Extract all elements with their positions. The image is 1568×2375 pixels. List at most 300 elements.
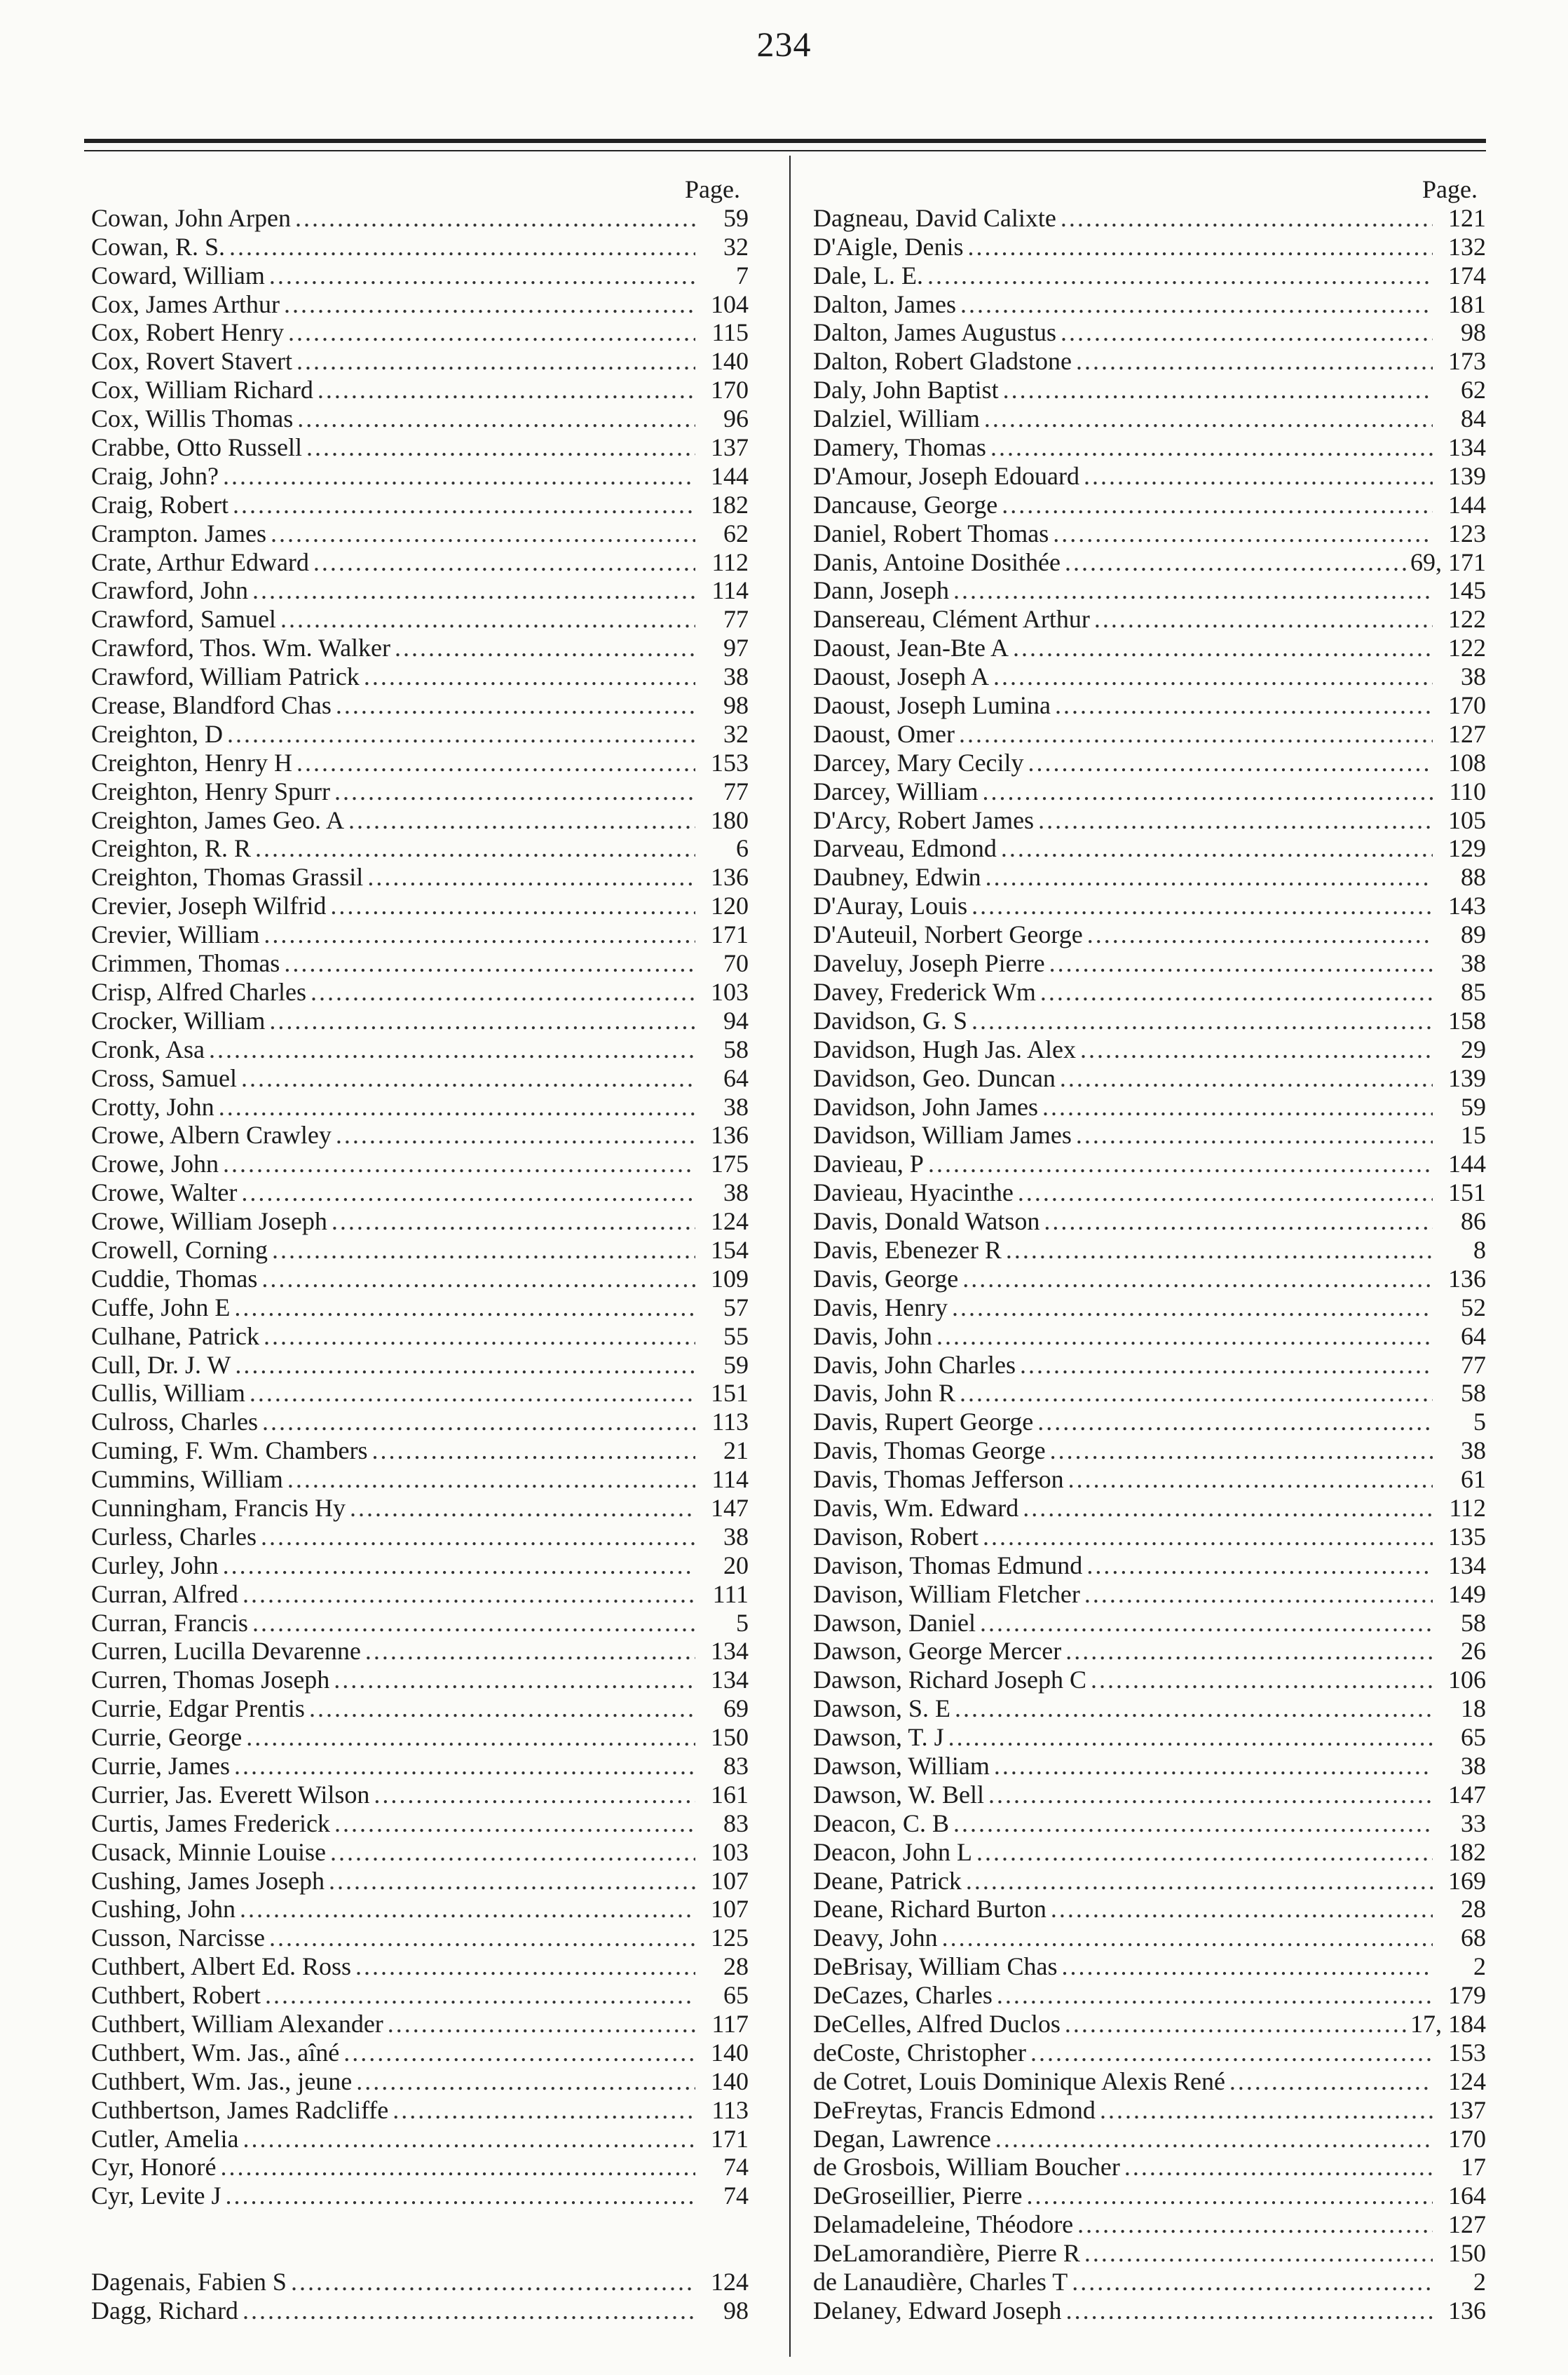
dot-leader xyxy=(219,1093,695,1122)
entry-page: 134 xyxy=(1448,1551,1486,1579)
entry-page: 134 xyxy=(1448,433,1486,462)
dot-leader xyxy=(356,2067,695,2096)
entry-page: 113 xyxy=(711,2095,749,2124)
dot-leader xyxy=(329,1867,695,1896)
left-entries-after-gap xyxy=(91,2268,749,2325)
index-entry xyxy=(813,347,1486,376)
entry-name: Dale, L. E. xyxy=(813,261,923,290)
index-entry xyxy=(813,290,1486,319)
entry-page: 153 xyxy=(1448,2038,1486,2067)
entry-name: Dawson, Richard Joseph C xyxy=(813,1666,1086,1694)
index-entry xyxy=(813,519,1486,548)
dot-leader xyxy=(264,920,695,949)
entry-page: 97 xyxy=(723,634,749,662)
index-entry xyxy=(91,1523,749,1551)
entry-name: Creighton, Thomas Grassil xyxy=(91,863,364,892)
index-entry xyxy=(91,1265,749,1293)
entry-name: Deavy, John xyxy=(813,1924,938,1952)
index-entry xyxy=(813,1322,1486,1351)
entry-page: 8 xyxy=(1473,1235,1486,1264)
dot-leader xyxy=(235,1351,695,1380)
dot-leader xyxy=(365,1637,695,1666)
entry-page: 65 xyxy=(723,1981,749,2010)
entry-page: 77 xyxy=(723,777,749,805)
index-entry xyxy=(813,2268,1486,2296)
entry-page: 124 xyxy=(711,1207,749,1236)
dot-leader xyxy=(1084,2239,1433,2268)
entry-page: 136 xyxy=(1448,1264,1486,1293)
dot-leader xyxy=(1026,2182,1433,2210)
index-entry xyxy=(91,2096,749,2125)
entry-page: 70 xyxy=(723,949,749,978)
dot-leader xyxy=(334,1809,695,1838)
dot-leader xyxy=(948,1723,1433,1752)
entry-name: Crawford, Samuel xyxy=(91,605,276,634)
dot-leader xyxy=(246,1723,695,1752)
entry-page: 144 xyxy=(1448,1150,1486,1178)
dot-leader xyxy=(984,404,1433,433)
index-entry xyxy=(91,1035,749,1064)
entry-page: 113 xyxy=(711,1408,749,1436)
index-entry xyxy=(91,519,749,548)
entry-page: 98 xyxy=(1461,318,1486,347)
entry-page: 145 xyxy=(1448,576,1486,605)
index-entry xyxy=(91,2182,749,2210)
entry-name: Crevier, Joseph Wilfrid xyxy=(91,892,327,920)
entry-name: Craig, John? xyxy=(91,461,219,490)
entry-page: 32 xyxy=(723,232,749,261)
index-entry xyxy=(813,1551,1486,1580)
entry-name: Cronk, Asa xyxy=(91,1035,205,1063)
entry-page: 103 xyxy=(711,977,749,1006)
dot-leader xyxy=(262,1408,695,1436)
dot-leader xyxy=(393,2096,695,2125)
right-page-header: Page. xyxy=(1422,175,1478,203)
index-entry xyxy=(813,1666,1486,1694)
dot-leader xyxy=(966,1867,1433,1896)
index-entry xyxy=(91,1551,749,1580)
entry-name: Davis, Donald Watson xyxy=(813,1207,1040,1236)
dot-leader xyxy=(269,261,695,290)
entry-name: Davis, Henry xyxy=(813,1293,948,1321)
index-entry xyxy=(813,1895,1486,1924)
index-entry xyxy=(91,1981,749,2010)
index-entry xyxy=(91,806,749,835)
entry-name: Cutler, Amelia xyxy=(91,2124,239,2153)
entry-name: Cushing, James Joseph xyxy=(91,1866,325,1895)
entry-page: 127 xyxy=(1448,719,1486,748)
entry-name: Davis, Thomas Jefferson xyxy=(813,1465,1064,1494)
dot-leader xyxy=(297,404,695,433)
entry-page: 149 xyxy=(1448,1579,1486,1608)
index-entry xyxy=(91,1207,749,1236)
index-entry xyxy=(91,1436,749,1465)
dot-leader xyxy=(234,1293,695,1322)
entry-name: Dawson, Daniel xyxy=(813,1608,976,1637)
entry-name: Delamadeleine, Théodore xyxy=(813,2210,1074,2239)
index-entry xyxy=(813,1752,1486,1781)
dot-leader xyxy=(269,1007,695,1035)
index-entry xyxy=(813,777,1486,806)
dot-leader xyxy=(265,1981,695,2010)
dot-leader xyxy=(1049,949,1433,978)
dot-leader xyxy=(976,1838,1433,1867)
index-entry xyxy=(813,1838,1486,1867)
index-entry xyxy=(91,949,749,978)
entry-page: 106 xyxy=(1448,1666,1486,1694)
entry-name: Dawson, William xyxy=(813,1751,990,1780)
entry-name: D'Amour, Joseph Edouard xyxy=(813,461,1079,490)
dot-leader xyxy=(334,1666,695,1694)
index-entry xyxy=(813,2010,1486,2039)
entry-name: DeFreytas, Francis Edmond xyxy=(813,2095,1096,2124)
entry-name: Davison, Thomas Edmund xyxy=(813,1551,1083,1579)
index-entry xyxy=(813,749,1486,777)
dot-leader xyxy=(960,290,1433,319)
entry-name: Cusack, Minnie Louise xyxy=(91,1837,326,1866)
entry-name: Cox, Robert Henry xyxy=(91,318,284,347)
entry-name: Craig, Robert xyxy=(91,490,229,519)
entry-name: Crowell, Corning xyxy=(91,1235,268,1264)
index-entry xyxy=(813,978,1486,1007)
entry-name: Davison, William Fletcher xyxy=(813,1579,1080,1608)
index-entry xyxy=(813,1265,1486,1293)
dot-leader xyxy=(1084,1580,1433,1609)
dot-leader xyxy=(993,662,1433,691)
entry-name: Dagg, Richard xyxy=(91,2296,238,2325)
right-entries xyxy=(813,204,1486,2325)
entry-name: Davis, John xyxy=(813,1321,932,1350)
entry-page: 123 xyxy=(1448,519,1486,547)
dot-leader xyxy=(336,691,695,720)
index-entry xyxy=(91,2125,749,2153)
entry-page: 170 xyxy=(1448,691,1486,720)
entry-name: Cyr, Honoré xyxy=(91,2153,217,2182)
index-entry xyxy=(91,1752,749,1781)
index-entry xyxy=(91,634,749,662)
index-entry xyxy=(91,1809,749,1838)
index-entry xyxy=(813,1408,1486,1436)
entry-page: 29 xyxy=(1461,1035,1486,1063)
index-entry xyxy=(91,1322,749,1351)
index-entry xyxy=(91,662,749,691)
entry-page: 86 xyxy=(1461,1207,1486,1236)
entry-page: 98 xyxy=(723,2296,749,2325)
index-entry xyxy=(91,233,749,261)
entry-name: Cuthbert, Robert xyxy=(91,1981,261,2010)
entry-name: Davieau, Hyacinthe xyxy=(813,1178,1014,1207)
dot-leader xyxy=(223,1150,695,1178)
entry-name: Danis, Antoine Dosithée xyxy=(813,547,1061,576)
entry-page: 122 xyxy=(1448,605,1486,634)
index-entry xyxy=(91,1379,749,1408)
dot-leader xyxy=(1065,1637,1433,1666)
entry-page: 150 xyxy=(711,1723,749,1752)
entry-page: 140 xyxy=(711,347,749,376)
index-entry xyxy=(91,376,749,404)
dot-leader xyxy=(280,605,695,634)
entry-page: 174 xyxy=(1448,261,1486,290)
entry-name: Cunningham, Francis Hy xyxy=(91,1493,346,1522)
dot-leader xyxy=(1076,1121,1433,1150)
dot-leader xyxy=(287,1465,695,1494)
index-entry xyxy=(813,1465,1486,1494)
entry-name: Curran, Alfred xyxy=(91,1579,238,1608)
index-entry xyxy=(813,1637,1486,1666)
dot-leader xyxy=(1042,1093,1433,1122)
index-entry xyxy=(813,1379,1486,1408)
entry-page: 179 xyxy=(1448,1981,1486,2010)
index-entry xyxy=(813,1007,1486,1035)
entry-name: Cuthbert, Wm. Jas., jeune xyxy=(91,2067,353,2095)
dot-leader xyxy=(990,433,1433,462)
index-entry xyxy=(813,834,1486,863)
index-entry xyxy=(91,1007,749,1035)
index-entry xyxy=(813,433,1486,462)
entry-page: 143 xyxy=(1448,892,1486,920)
dot-leader xyxy=(1020,1351,1433,1380)
index-entry xyxy=(813,1236,1486,1265)
entry-page: 2 xyxy=(1473,2268,1486,2296)
entry-name: Crevier, William xyxy=(91,920,260,949)
entry-name: Cowan, John Arpen xyxy=(91,203,291,232)
index-entry xyxy=(91,1867,749,1896)
index-entry xyxy=(91,2296,749,2325)
dot-leader xyxy=(350,1494,695,1523)
entry-name: Dagenais, Fabien S xyxy=(91,2268,287,2296)
entry-name: Dancause, George xyxy=(813,490,998,519)
index-entry xyxy=(91,1178,749,1207)
entry-name: Daveluy, Joseph Pierre xyxy=(813,949,1045,978)
entry-name: Creighton, R. R xyxy=(91,834,252,863)
index-entry xyxy=(813,1293,1486,1322)
header-rule-thick xyxy=(84,139,1486,143)
index-entry xyxy=(813,1867,1486,1896)
entry-name: Dann, Joseph xyxy=(813,576,949,605)
entry-page: 98 xyxy=(723,691,749,720)
index-entry xyxy=(91,1781,749,1809)
entry-name: Crisp, Alfred Charles xyxy=(91,977,306,1006)
entry-name: DeCelles, Alfred Duclos xyxy=(813,2010,1061,2038)
entry-name: Cuthbertson, James Radcliffe xyxy=(91,2095,389,2124)
index-entry xyxy=(813,2153,1486,2182)
left-entries xyxy=(91,204,749,2210)
dot-leader xyxy=(936,1322,1433,1351)
dot-leader xyxy=(330,892,695,920)
index-entry xyxy=(813,1351,1486,1380)
entry-page: 38 xyxy=(723,1178,749,1207)
index-entry xyxy=(813,2210,1486,2239)
entry-name: Davidson, G. S xyxy=(813,1006,968,1035)
index-entry xyxy=(91,2153,749,2182)
dot-leader xyxy=(364,662,695,691)
entry-page: 125 xyxy=(711,1924,749,1952)
index-entry xyxy=(813,863,1486,892)
entry-name: Curren, Lucilla Devarenne xyxy=(91,1637,361,1666)
dot-leader xyxy=(1050,1436,1433,1465)
entry-page: 170 xyxy=(711,376,749,404)
entry-page: 144 xyxy=(1448,490,1486,519)
entry-name: Daoust, Joseph A xyxy=(813,662,989,691)
dot-leader xyxy=(1084,462,1433,491)
dot-leader xyxy=(233,491,695,519)
entry-page: 38 xyxy=(723,662,749,691)
dot-leader xyxy=(972,892,1433,920)
entry-page: 124 xyxy=(711,2268,749,2296)
index-entry xyxy=(813,605,1486,634)
entry-name: Cuthbert, Wm. Jas., aîné xyxy=(91,2038,340,2067)
entry-name: Creighton, Henry Spurr xyxy=(91,777,330,805)
dot-leader xyxy=(1066,2296,1433,2325)
entry-name: Dalton, James xyxy=(813,290,956,318)
dot-leader xyxy=(995,2125,1433,2153)
entry-name: Daoust, Omer xyxy=(813,719,955,748)
index-entry xyxy=(813,491,1486,519)
entry-name: Culross, Charles xyxy=(91,1408,258,1436)
entry-page: 88 xyxy=(1461,863,1486,892)
dot-leader xyxy=(953,576,1433,605)
entry-name: Delaney, Edward Joseph xyxy=(813,2296,1062,2325)
dot-leader xyxy=(295,204,695,233)
entry-name: Daubney, Edwin xyxy=(813,863,981,892)
entry-name: Dalziel, William xyxy=(813,404,980,433)
dot-leader xyxy=(1077,2210,1433,2239)
index-entry xyxy=(91,576,749,605)
dot-leader xyxy=(371,1436,695,1465)
entry-name: Davis, John Charles xyxy=(813,1350,1016,1379)
entry-name: Davieau, P xyxy=(813,1150,924,1178)
dot-leader xyxy=(241,1178,695,1207)
entry-name: Culhane, Patrick xyxy=(91,1321,259,1350)
entry-name: deCoste, Christopher xyxy=(813,2038,1026,2067)
dot-leader xyxy=(318,376,695,404)
entry-page: 2 xyxy=(1473,1952,1486,1981)
dot-leader xyxy=(1080,1035,1433,1064)
index-entry xyxy=(91,204,749,233)
index-entry xyxy=(813,806,1486,835)
dot-leader xyxy=(309,1694,695,1723)
entry-name: Crocker, William xyxy=(91,1006,266,1035)
dot-leader xyxy=(1053,519,1433,548)
dot-leader xyxy=(927,261,1433,290)
index-entry xyxy=(813,1924,1486,1952)
entry-name: Crimmen, Thomas xyxy=(91,949,280,978)
dot-leader xyxy=(332,1207,695,1236)
entry-name: Crowe, William Joseph xyxy=(91,1207,327,1236)
dot-leader xyxy=(227,720,695,749)
entry-name: Currier, Jas. Everett Wilson xyxy=(91,1780,370,1809)
entry-page: 154 xyxy=(711,1235,749,1264)
entry-page: 74 xyxy=(723,2153,749,2182)
entry-name: Cuddie, Thomas xyxy=(91,1264,258,1293)
entry-name: Davidson, William James xyxy=(813,1121,1072,1150)
dot-leader xyxy=(955,1694,1433,1723)
dot-leader xyxy=(988,1781,1433,1809)
entry-page: 57 xyxy=(723,1293,749,1321)
entry-name: Curran, Francis xyxy=(91,1608,248,1637)
entry-page: 137 xyxy=(1448,2095,1486,2124)
entry-page: 139 xyxy=(1448,1063,1486,1092)
index-entry xyxy=(813,1121,1486,1150)
dot-leader xyxy=(243,1580,695,1609)
entry-name: Cusson, Narcisse xyxy=(91,1924,265,1952)
dot-leader xyxy=(223,462,695,491)
entry-name: Crowe, Walter xyxy=(91,1178,238,1207)
entry-name: Curren, Thomas Joseph xyxy=(91,1666,330,1694)
dot-leader xyxy=(1013,634,1433,662)
dot-leader xyxy=(1229,2067,1433,2096)
index-entry xyxy=(91,347,749,376)
entry-page: 59 xyxy=(723,203,749,232)
index-entry xyxy=(813,1064,1486,1093)
dot-leader xyxy=(334,777,695,806)
index-entry xyxy=(91,462,749,491)
entry-page: 20 xyxy=(723,1551,749,1579)
entry-page: 52 xyxy=(1461,1293,1486,1321)
entry-name: Darcey, William xyxy=(813,777,979,805)
index-entry xyxy=(813,662,1486,691)
entry-page: 124 xyxy=(1448,2067,1486,2095)
entry-page: 135 xyxy=(1448,1522,1486,1551)
dot-leader xyxy=(271,519,695,548)
entry-name: Daoust, Jean-Bte A xyxy=(813,634,1009,662)
entry-page: 85 xyxy=(1461,977,1486,1006)
entry-page: 32 xyxy=(723,719,749,748)
dot-leader xyxy=(269,1924,695,1952)
entry-page: 89 xyxy=(1461,920,1486,949)
entry-page: 173 xyxy=(1448,347,1486,376)
index-entry xyxy=(91,691,749,720)
entry-page: 169 xyxy=(1448,1866,1486,1895)
entry-page: 112 xyxy=(1449,1493,1486,1522)
index-entry xyxy=(91,1293,749,1322)
entry-name: Crate, Arthur Edward xyxy=(91,547,309,576)
entry-page: 28 xyxy=(1461,1895,1486,1924)
dot-leader xyxy=(313,548,695,577)
right-column xyxy=(813,175,1486,2325)
entry-page: 18 xyxy=(1461,1694,1486,1723)
entry-name: D'Arcy, Robert James xyxy=(813,805,1035,834)
entry-name: D'Aigle, Denis xyxy=(813,232,964,261)
entry-page: 77 xyxy=(723,605,749,634)
index-entry xyxy=(813,1781,1486,1809)
dot-leader xyxy=(343,2039,695,2067)
index-entry xyxy=(91,834,749,863)
dot-leader xyxy=(980,1609,1433,1638)
entry-name: Currie, James xyxy=(91,1751,230,1780)
index-entry xyxy=(91,548,749,577)
index-entry xyxy=(91,1121,749,1150)
entry-page: 64 xyxy=(723,1063,749,1092)
dot-leader xyxy=(261,1523,695,1551)
index-entry xyxy=(813,634,1486,662)
entry-name: de Grosbois, William Boucher xyxy=(813,2153,1120,2182)
left-column-gap xyxy=(91,2210,749,2268)
entry-page: 158 xyxy=(1448,1006,1486,1035)
index-entry xyxy=(813,1035,1486,1064)
entry-page: 103 xyxy=(711,1837,749,1866)
entry-page: 134 xyxy=(711,1666,749,1694)
dot-leader xyxy=(296,749,695,777)
dot-leader xyxy=(1055,691,1433,720)
entry-page: 38 xyxy=(723,1522,749,1551)
index-entry xyxy=(813,1580,1486,1609)
entry-page: 28 xyxy=(723,1952,749,1981)
entry-name: Cushing, John xyxy=(91,1895,236,1924)
index-entry xyxy=(91,920,749,949)
index-entry xyxy=(91,1494,749,1523)
entry-name: Crowe, John xyxy=(91,1150,219,1178)
